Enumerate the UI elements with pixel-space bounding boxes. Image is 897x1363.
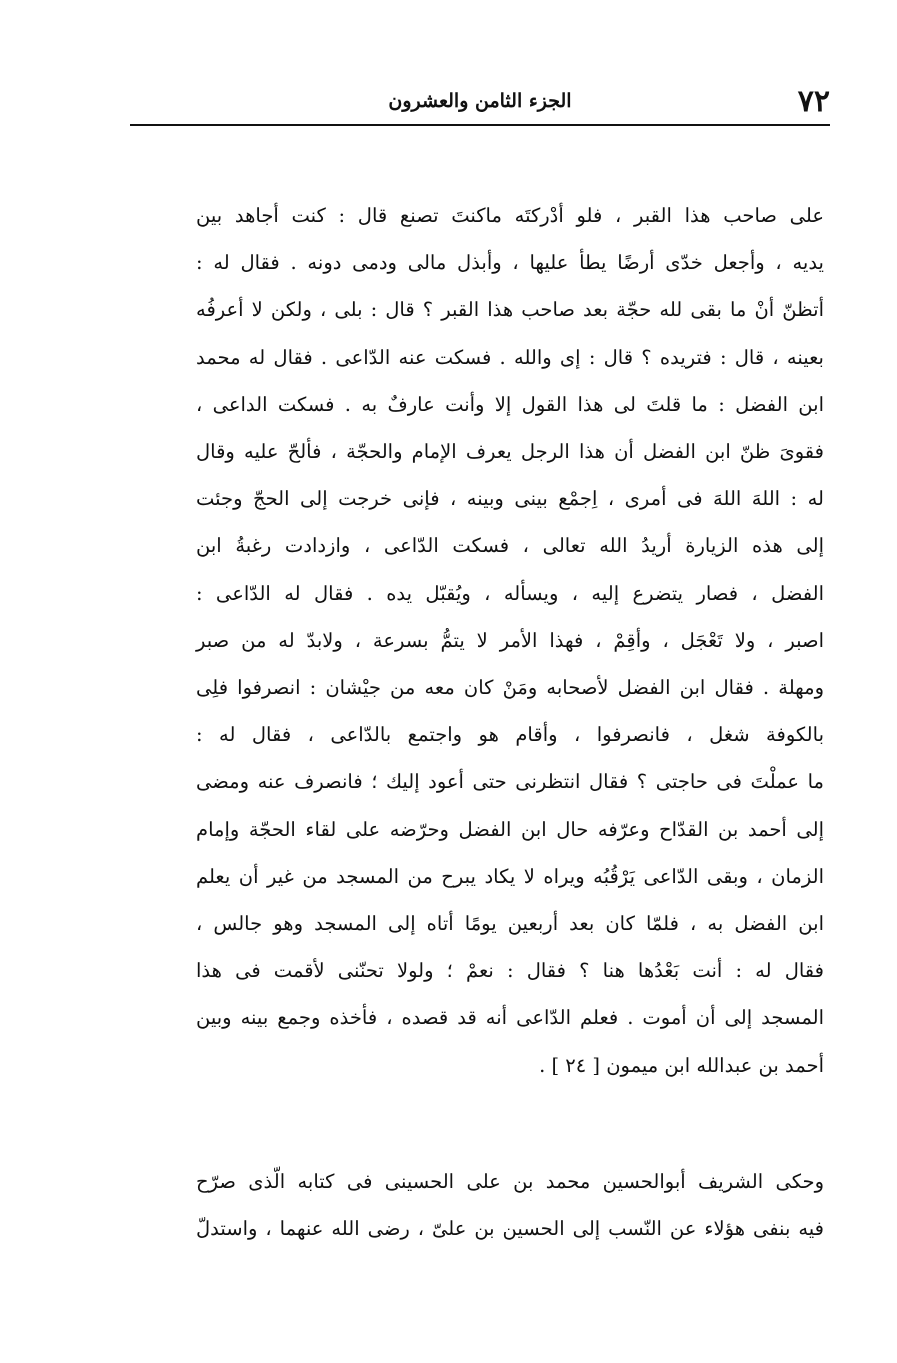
text-line: فقال له : أنت بَعْدُها هنا ؟ فقال : نعمْ ؛ ولولا تحنّنى لأقمت فى هذا [196, 959, 824, 983]
page-header [130, 78, 830, 126]
paragraph-1 [196, 192, 824, 1089]
text-line: ما عملْتَ فى حاجتى ؟ فقال انتظرنى حتى أعود إليك ؛ فانصرف عنه ومضى [196, 770, 824, 794]
text-line: ابن الفضل به ، فلمّا كان بعد أربعين يومًا أتاه إلى المسجد وهو جالس ، [196, 912, 824, 936]
text-line: إلى أحمد بن القدّاح وعرّفه حال ابن الفضل وحرّضه على لقاء الحجّة وإمام [196, 817, 824, 841]
text-line: أتظنّ أنْ ما بقى لله حجّة بعد صاحب هذا القبر ؟ قال : بلى ، ولكن لا أعرفُه [196, 298, 824, 322]
text-line: فيه بنفى هؤلاء عن النّسب إلى الحسين بن علىّ ، رضى الله عنهما ، واستدلّ [196, 1217, 824, 1241]
text-line: إلى هذه الزيارة أريدُ الله تعالى ، فسكت الدّاعى ، وازدادت رغبةُ ابن [196, 534, 824, 558]
text-line: على صاحب هذا القبر ، فلو أدْركتَه ماكنتَ تصنع قال : كنت أجاهد بين [196, 204, 824, 227]
text-line: اصبر ، ولا تَعْجَل ، وأقِمْ ، فهذا الأمر لا يتمُّ بسرعة ، ولابدّ له من صبر [196, 628, 824, 652]
text-line: المسجد إلى أن أموت . فعلم الدّاعى أنه قد قصده ، فأخذه وجمع بينه وبين [196, 1006, 824, 1030]
text-line: الفضل ، فصار يتضرع إليه ، ويسأله ، ويُقبّل يده . فقال له الدّاعى : [196, 581, 824, 605]
text-line: أحمد بن عبدالله ابن ميمون [ ٢٤ ] . [539, 1053, 824, 1077]
text-line: ومهلة . فقال ابن الفضل لأصحابه ومَنْ كان معه من جيْشان : انصرفوا فلِى [196, 676, 824, 700]
text-line: وحكى الشريف أبوالحسين محمد بن على الحسينى فى كتابه الّذى صرّح [196, 1170, 824, 1193]
text-line: الزمان ، وبقى الدّاعى يَرْقُبُه ويراه لا يكاد يبرح من المسجد من غير أن يعلم [196, 864, 824, 888]
paragraph-2 [196, 1158, 824, 1252]
running-title: الجزء الثامن والعشرون [388, 90, 572, 112]
text-line: بالكوفة شغل ، فانصرفوا ، وأقام هو واجتمع بالدّاعى ، فقال له : [196, 723, 824, 747]
text-line: بعينه ، قال : فتريده ؟ قال : إى والله . فسكت عنه الدّاعى . فقال له محمد [196, 345, 824, 369]
page-number: ٧٢ [797, 84, 830, 119]
header-rule [130, 124, 830, 126]
text-line: يديه ، وأجعل خدّى أرضًا يطأ عليها ، وأبذل مالى ودمى دونه . فقال له : [196, 251, 824, 275]
text-line: له : اللهَ اللهَ فى أمرى ، اِجمْع بينى وبينه ، فإنى خرجت إلى الحجّ وجئت [196, 487, 824, 511]
text-line: فقوىَ ظنّ ابن الفضل أن هذا الرجل يعرف الإمام والحجّة ، فألحّ عليه وقال [196, 440, 824, 464]
text-line: ابن الفضل : ما قلتَ لى هذا القول إلا وأنت عارفٌ به . فسكت الداعى ، [196, 392, 824, 416]
